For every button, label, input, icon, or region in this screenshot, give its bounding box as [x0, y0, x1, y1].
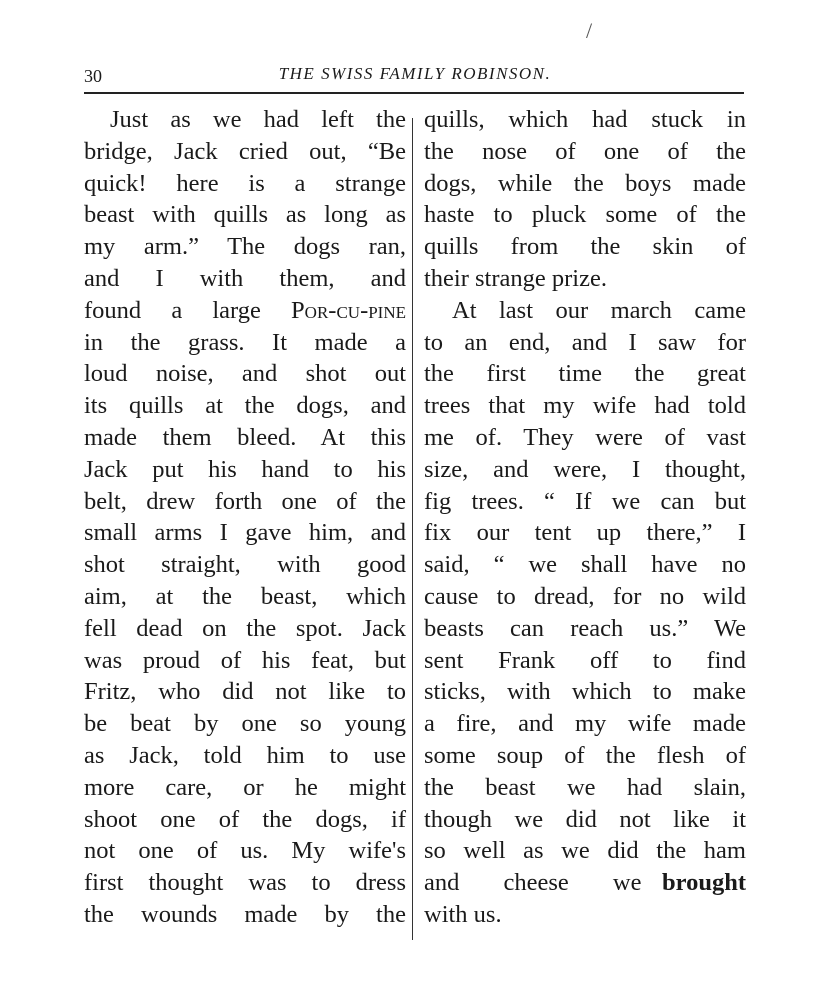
text-line: made them bleed. At this — [84, 423, 406, 451]
text-line: the wounds made by the — [84, 900, 406, 928]
text-line: so well as we did the ham — [424, 837, 746, 865]
small-caps-word: Por-cu-pine — [291, 296, 406, 324]
text-line: to an end, and I saw for — [424, 328, 746, 356]
text-line: their strange prize. — [424, 264, 607, 292]
text-line: shot straight, with good — [84, 551, 406, 579]
text-line: small arms I gave him, and — [84, 519, 406, 547]
text-line: belt, drew forth one of the — [84, 487, 406, 515]
text-line: aim, at the beast, which — [84, 582, 406, 610]
text-fragment: and cheese we — [424, 869, 642, 897]
text-line: the first time the great — [424, 360, 746, 388]
text-line: with us. — [424, 900, 502, 928]
text-line: quills, which had stuck in — [424, 106, 746, 133]
text-line: my arm.” The dogs ran, — [84, 233, 406, 261]
text-line: the nose of one of the — [424, 137, 746, 165]
text-line: me of. They were of vast — [424, 423, 746, 451]
right-column — [424, 104, 746, 931]
text-line: in the grass. It made a — [84, 328, 406, 356]
header-rule — [84, 92, 744, 94]
text-line: size, and were, I thought, — [424, 455, 746, 483]
text-line: beasts can reach us.” We — [424, 614, 746, 642]
left-column — [84, 104, 406, 931]
text-line: was proud of his feat, but — [84, 646, 406, 674]
text-line: first thought was to dress — [84, 869, 406, 897]
top-mark: / — [586, 18, 593, 43]
text-line: loud noise, and shot out — [84, 360, 406, 388]
text-line — [424, 867, 746, 899]
text-line: cause to dread, for no wild — [424, 582, 746, 610]
text-line: found a large Por-cu-pine — [84, 296, 406, 324]
text-line: bridge, Jack cried out, “Be — [84, 137, 406, 165]
text-line: a fire, and my wife made — [424, 710, 746, 738]
text-line: more care, or he might — [84, 773, 406, 801]
text-line: dogs, while the boys made — [424, 169, 746, 197]
text-line: Fritz, who did not like to — [84, 678, 406, 706]
text-line: shoot one of the dogs, if — [84, 805, 406, 833]
text-line: fell dead on the spot. Jack — [84, 614, 406, 642]
text-line: its quills at the dogs, and — [84, 392, 406, 420]
text-line: the beast we had slain, — [424, 773, 746, 801]
text-line: fig trees. “ If we can but — [424, 487, 746, 515]
running-head: THE SWISS FAMILY ROBINSON. — [278, 64, 552, 83]
text-line: said, “ we shall have no — [424, 551, 746, 579]
text-line: be beat by one so young — [84, 710, 406, 738]
text-line: though we did not like it — [424, 805, 746, 833]
text-line: trees that my wife had told — [424, 392, 746, 420]
page-number: 30 — [84, 66, 102, 86]
text-line: At last our march came — [452, 296, 746, 324]
text-line: fix our tent up there,” I — [424, 519, 746, 547]
text-line: haste to pluck some of the — [424, 201, 746, 229]
text-line: Jack put his hand to his — [84, 455, 406, 483]
text-line: quick! here is a strange — [84, 169, 406, 197]
text-line: sent Frank off to find — [424, 646, 746, 674]
text-line: Just as we had left the — [110, 106, 406, 133]
text-line: some soup of the flesh of — [424, 741, 746, 769]
text-line: not one of us. My wife's — [84, 837, 406, 865]
column-divider — [412, 118, 413, 940]
text-line: as Jack, told him to use — [84, 741, 406, 769]
text-line: and I with them, and — [84, 264, 406, 292]
text-line: beast with quills as long as — [84, 201, 406, 229]
text-line: sticks, with which to make — [424, 678, 746, 706]
text-line: quills from the skin of — [424, 233, 746, 261]
text-fragment-bold: brought — [662, 869, 746, 897]
